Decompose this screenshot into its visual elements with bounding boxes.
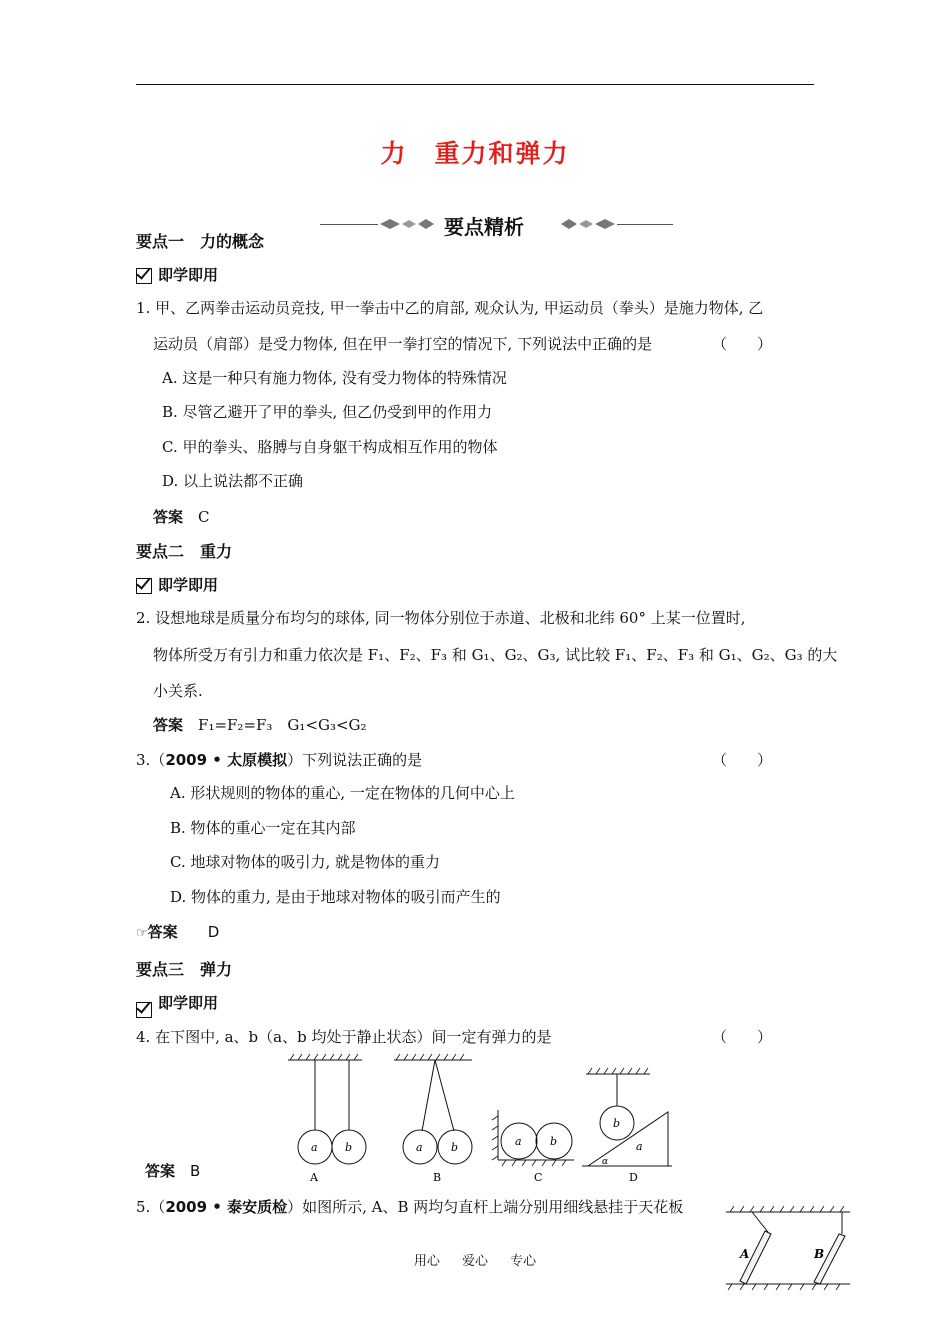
svg-text:a: a bbox=[416, 1141, 423, 1154]
option-1a: A. 这是一种只有施力物体, 没有受力物体的特殊情况 bbox=[162, 369, 507, 387]
svg-text:B: B bbox=[433, 1171, 442, 1184]
ceiling-b bbox=[394, 1054, 472, 1131]
question-2-line-2: 物体所受万有引力和重力依次是 F₁、F₂、F₃ 和 G₁、G₂、G₃, 试比较 F₁、F₂、F₃ 和 G₁、G₂、G₃ 的大 bbox=[153, 646, 838, 664]
tag-3: 即学即用 bbox=[136, 992, 218, 1013]
ceiling-d bbox=[582, 1068, 672, 1166]
tag-2: 即学即用 bbox=[136, 574, 218, 595]
option-3a: A. 形状规则的物体的重心, 一定在物体的几何中心上 bbox=[170, 784, 515, 802]
svg-text:b: b bbox=[345, 1141, 353, 1154]
page-footer: 用心 爱心 专心 bbox=[413, 1254, 537, 1269]
question-5: 5.（2009 • 泰安质检）如图所示, A、B 两均匀直杆上端分别用细线悬挂于天花板 bbox=[136, 1198, 684, 1216]
tag-1: 即学即用 bbox=[136, 264, 218, 285]
question-1-line-1: 1. 甲、乙两拳击运动员竞技, 甲一拳击中乙的肩部, 观众认为, 甲运动员（拳头）是施力物体, 乙 bbox=[136, 299, 764, 317]
figure-q4 bbox=[280, 1050, 680, 1190]
svg-text:b: b bbox=[613, 1117, 621, 1130]
section-heading-3: 要点三 弹力 bbox=[136, 960, 233, 979]
svg-text:D: D bbox=[629, 1171, 638, 1184]
answer-2: 答案 F₁=F₂=F₃ G₁<G₃<G₂ bbox=[153, 716, 367, 734]
svg-text:a: a bbox=[636, 1140, 643, 1153]
figure-q5 bbox=[722, 1200, 854, 1294]
svg-text:α: α bbox=[602, 1157, 609, 1167]
svg-text:A: A bbox=[740, 1247, 750, 1261]
option-3c: C. 地球对物体的吸引力, 就是物体的重力 bbox=[170, 853, 441, 871]
answer-paren-1: （ ） bbox=[712, 335, 773, 353]
section-heading-1: 要点一 力的概念 bbox=[136, 232, 265, 251]
svg-text:b: b bbox=[451, 1141, 459, 1154]
banner-line-right bbox=[617, 224, 673, 225]
hand-icon: ☞ bbox=[136, 926, 148, 941]
answer-paren-3: （ ） bbox=[712, 751, 773, 769]
svg-text:B: B bbox=[814, 1247, 825, 1261]
option-1c: C. 甲的拳头、胳膊与自身躯干构成相互作用的物体 bbox=[162, 438, 498, 456]
question-4: 4. 在下图中, a、b（a、b 均处于静止状态）间一定有弹力的是 bbox=[136, 1028, 552, 1046]
question-2-line-3: 小关系. bbox=[153, 682, 203, 700]
svg-text:a: a bbox=[311, 1141, 318, 1154]
answer-3: ☞答案 D bbox=[136, 923, 220, 941]
option-1b: B. 尽管乙避开了甲的拳头, 但乙仍受到甲的作用力 bbox=[162, 403, 493, 421]
page-title: 力 重力和弹力 bbox=[380, 139, 570, 168]
option-1d: D. 以上说法都不正确 bbox=[162, 472, 304, 490]
checkbox-icon bbox=[136, 268, 152, 284]
ceiling-a bbox=[288, 1054, 362, 1130]
svg-text:C: C bbox=[534, 1171, 543, 1184]
question-3: 3.（2009 • 太原模拟）下列说法正确的是 bbox=[136, 751, 423, 769]
banner-text: 要点精析 bbox=[444, 215, 524, 239]
section-heading-2: 要点二 重力 bbox=[136, 542, 233, 561]
banner-line-left bbox=[320, 224, 378, 225]
answer-4: 答案 B bbox=[145, 1162, 201, 1180]
checkbox-icon bbox=[136, 578, 152, 594]
svg-text:A: A bbox=[310, 1171, 318, 1184]
banner-ornament-left bbox=[378, 217, 440, 231]
question-1-line-2: 运动员（肩部）是受力物体, 但在甲一拳打空的情况下, 下列说法中正确的是 bbox=[153, 335, 653, 353]
checkbox-icon bbox=[136, 1002, 152, 1018]
svg-text:a: a bbox=[515, 1135, 522, 1148]
option-3d: D. 物体的重力, 是由于地球对物体的吸引而产生的 bbox=[170, 888, 501, 906]
question-2-line-1: 2. 设想地球是质量分布均匀的球体, 同一物体分别位于赤道、北极和北纬 60° 上某一位置时, bbox=[136, 609, 746, 627]
banner-ornament-right bbox=[555, 217, 617, 231]
answer-1: 答案 C bbox=[153, 508, 210, 526]
svg-text:b: b bbox=[550, 1135, 558, 1148]
top-rule bbox=[136, 84, 814, 85]
answer-paren-4: （ ） bbox=[712, 1028, 773, 1046]
option-3b: B. 物体的重心一定在其内部 bbox=[170, 819, 356, 837]
